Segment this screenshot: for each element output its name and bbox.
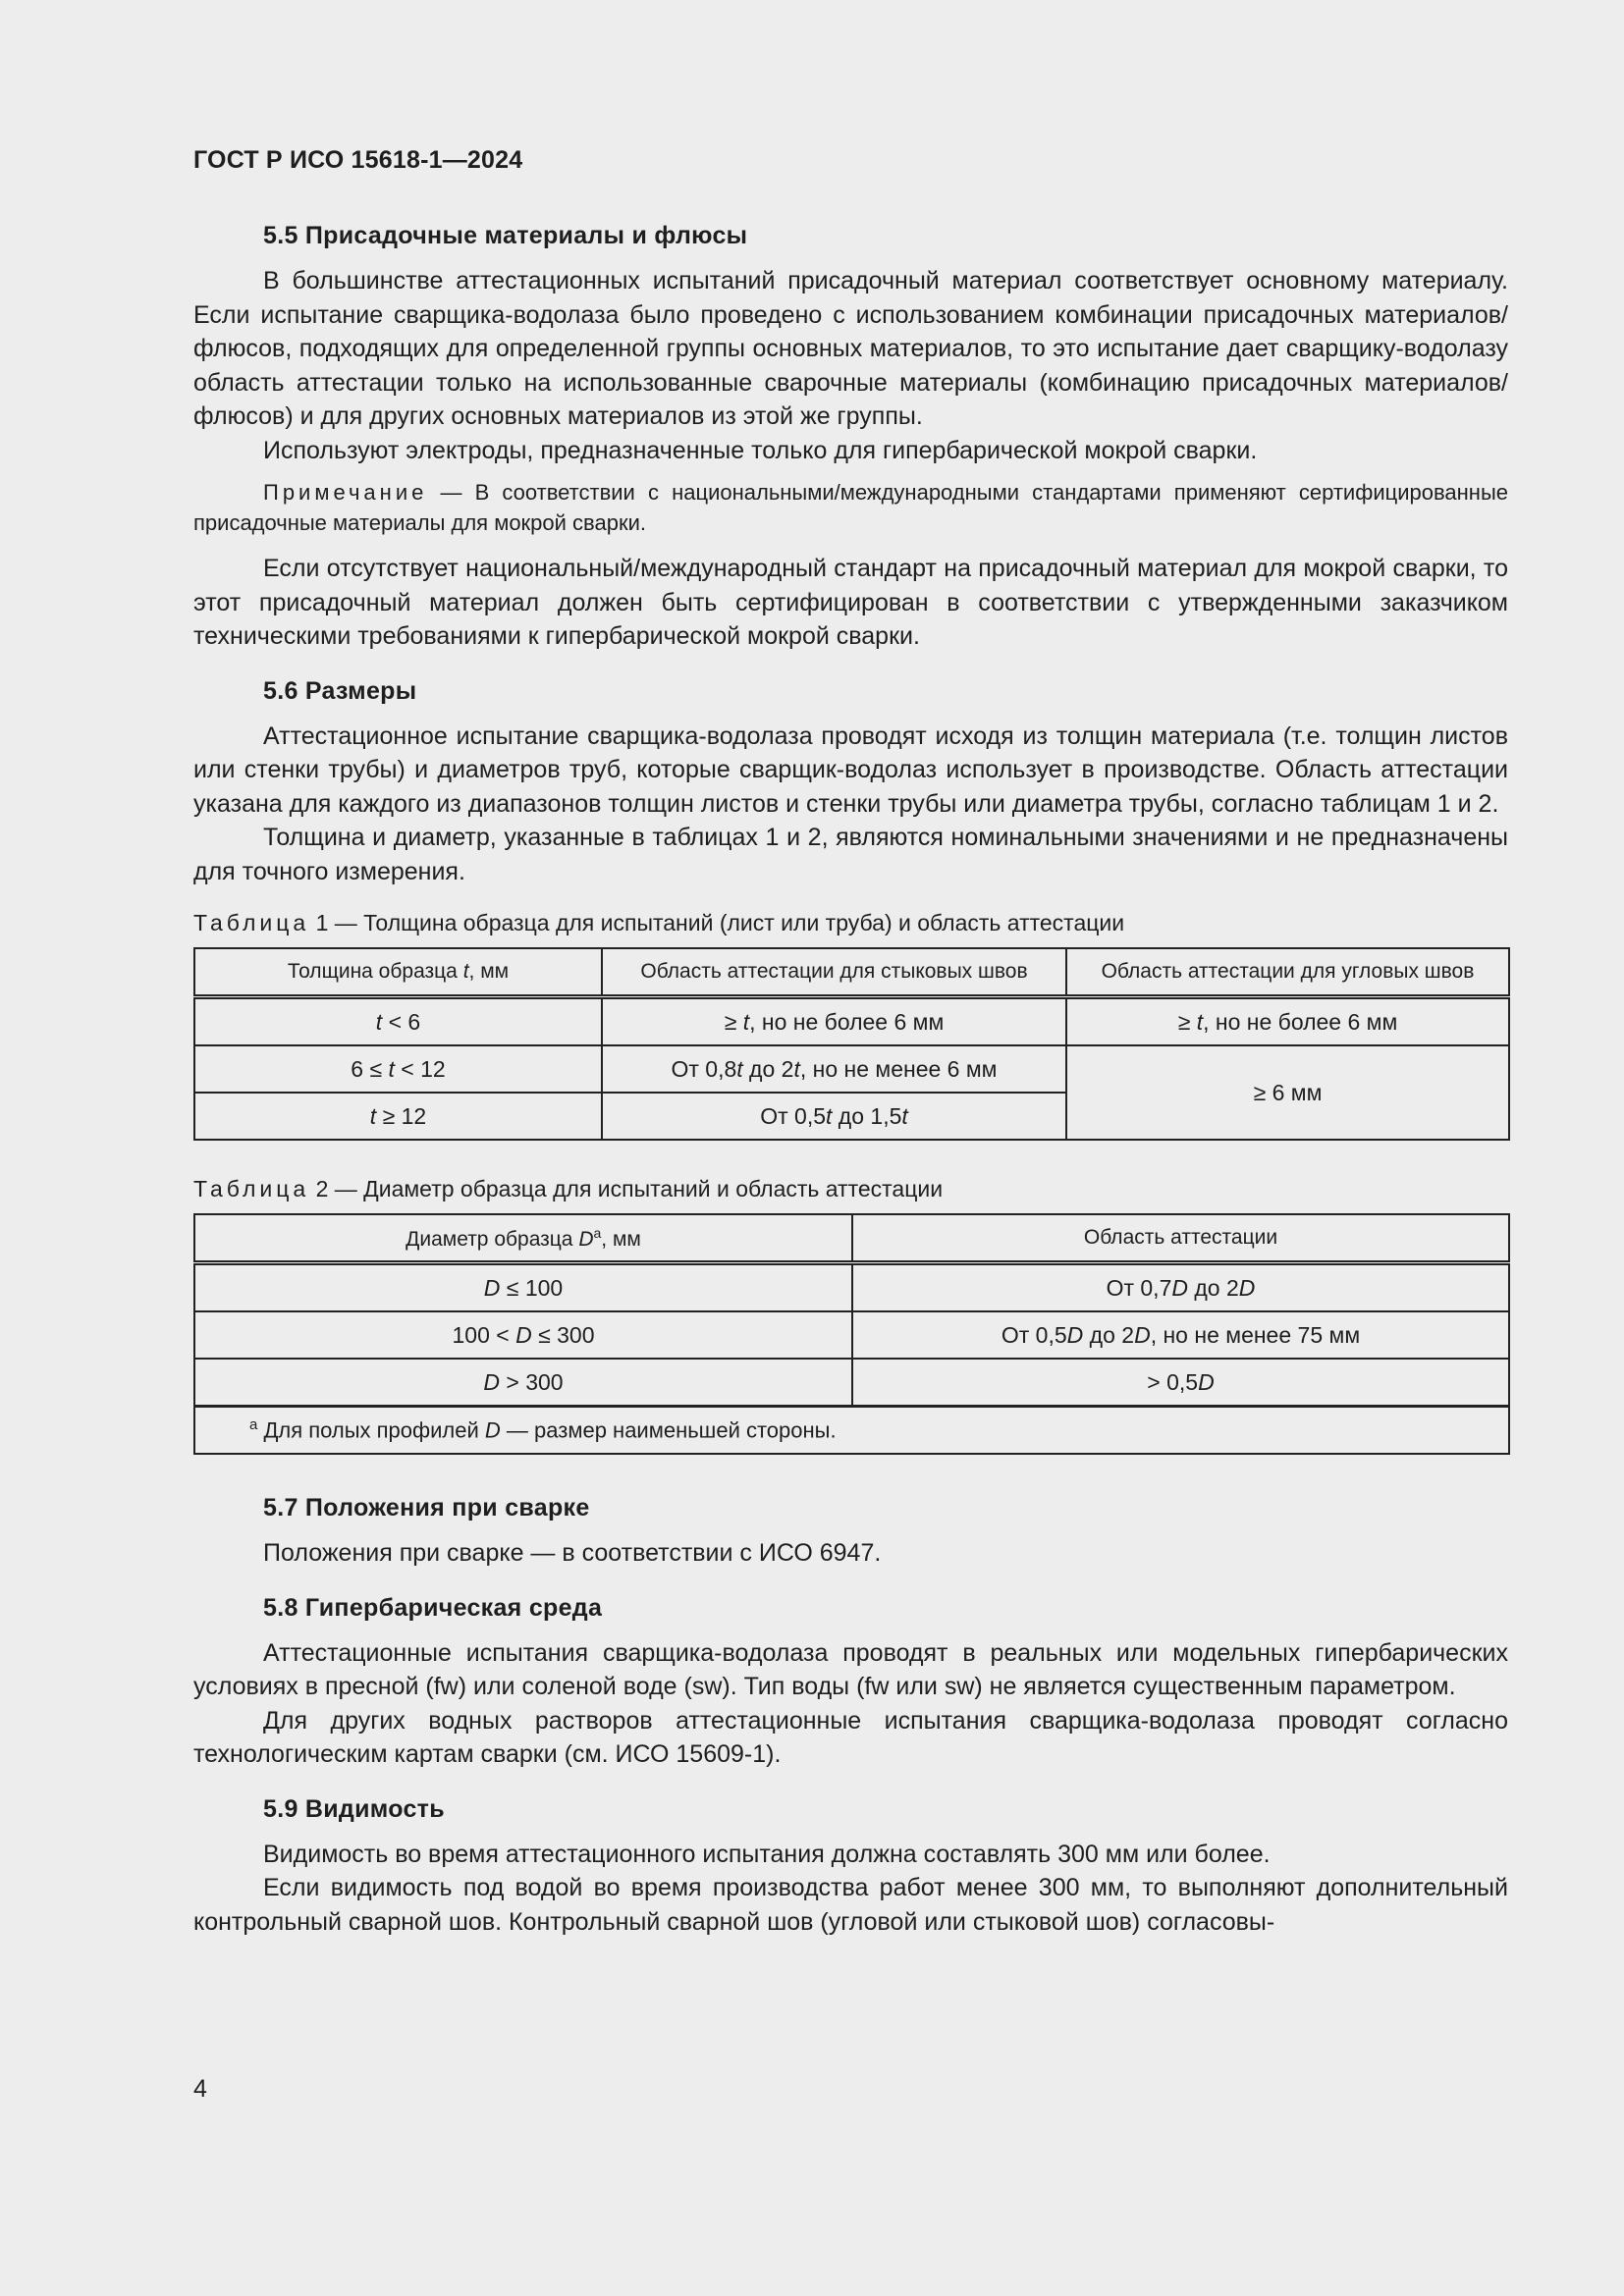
document-header: ГОСТ Р ИСО 15618-1—2024 (193, 146, 523, 174)
section-title: 5.6 Размеры (263, 676, 417, 705)
section-title: 5.5 Присадочные материалы и флюсы (263, 222, 748, 249)
table-cell: 6 ≤ t < 12 (194, 1045, 602, 1093)
paragraph: Аттестационные испытания сварщика-водолаза проводят в реальных или модельных гипербарических условиях в пресной (fw) или соленой воде (sw). Тип воды (fw или sw) не является существенным параметром. (193, 1638, 1508, 1700)
table-row (194, 997, 1509, 1046)
note (193, 477, 1508, 538)
caption-text: 2 — Диаметр образца для испытаний и область аттестации (309, 1176, 944, 1201)
table-cell: ≥ t, но не более 6 мм (602, 997, 1066, 1046)
paragraph: Для других водных растворов аттестационные испытания сварщика-водолаза проводят согласно технологическим картам сварки (см. ИСО 15609-1). (193, 1706, 1508, 1768)
section-5-6 (193, 677, 1508, 889)
note-label: Примечание (263, 480, 428, 505)
paragraph: Если видимость под водой во время производства работ менее 300 мм, то выполняют дополнительный контрольный сварной шов. Контрольный сварной шов (угловой или стыковой шов) согласовы- (193, 1874, 1508, 1936)
table-footnote-row (194, 1407, 1509, 1455)
header-cell: Толщина образца t, мм (194, 948, 602, 997)
table-cell: D > 300 (194, 1359, 852, 1407)
table-cell: От 0,8t до 2t, но не менее 6 мм (602, 1045, 1066, 1093)
header-cell: Область аттестации для стыковых швов (602, 948, 1066, 997)
caption-label: Таблица (193, 1176, 310, 1201)
table-row (194, 1263, 1509, 1312)
paragraph: Видимость во время аттестационного испытания должна составлять 300 мм или более. (263, 1840, 1271, 1868)
paragraph: Положения при сварке — в соответствии с ИСО 6947. (263, 1539, 882, 1567)
caption-label: Таблица (193, 910, 310, 935)
section-5-7 (193, 1494, 1508, 1571)
table-cell: От 0,7D до 2D (852, 1263, 1509, 1312)
paragraph: Если отсутствует национальный/международный стандарт на присадочный материал для мокрой сварки, то этот присадочный материал должен быть сертифицирован в соответствии с утвержденными заказчиком техническими требованиями к гипербарической мокрой сварки. (193, 555, 1508, 650)
table-1 (193, 947, 1510, 1141)
table-cell: ≥ t, но не более 6 мм (1066, 997, 1509, 1046)
table-header-row (194, 1214, 1509, 1263)
page-number: 4 (193, 2075, 207, 2103)
section-5-8 (193, 1594, 1508, 1772)
section-title: 5.9 Видимость (263, 1794, 445, 1823)
table-row (194, 1045, 1509, 1093)
document-page (193, 142, 1508, 1962)
table-2 (193, 1213, 1510, 1455)
table-row (194, 1359, 1509, 1407)
table-cell: t < 6 (194, 997, 602, 1046)
header-cell: Область аттестации для угловых швов (1066, 948, 1509, 997)
table-cell: t ≥ 12 (194, 1093, 602, 1140)
table-row (194, 1311, 1509, 1359)
table-header-row (194, 948, 1509, 997)
table-cell: 100 < D ≤ 300 (194, 1311, 852, 1359)
table-cell: D ≤ 100 (194, 1263, 852, 1312)
paragraph: В большинстве аттестационных испытаний присадочный материал соответствует основному материалу. Если испытание сварщика-водолаза было проведено с использованием комбинации присадочных материалов/флюсов, подходящих для определенной группы основных материалов, то это испытание дает сварщику-водолазу область аттестации только на использованные сварочные материалы (комбинацию присадочных материалов/флюсов) и для других основных материалов из этой же группы. (193, 267, 1508, 430)
table-cell: От 0,5t до 1,5t (602, 1093, 1066, 1140)
section-5-9 (193, 1795, 1508, 1940)
section-title: 5.7 Положения при сварке (263, 1494, 590, 1522)
paragraph: Толщина и диаметр, указанные в таблицах 1 и 2, являются номинальными значениями и не предназначены для точного измерения. (193, 824, 1508, 885)
section-title: 5.8 Гипербарическая среда (263, 1593, 603, 1622)
header-cell: Область аттестации (852, 1214, 1509, 1263)
table-2-caption (193, 1176, 1508, 1202)
section-5-5 (193, 222, 1508, 654)
table-1-caption (193, 910, 1508, 936)
table-cell: > 0,5D (852, 1359, 1509, 1407)
header-cell: Диаметр образца $D^a$, мм (194, 1214, 852, 1263)
table-cell: ≥ 6 мм (1066, 1045, 1509, 1140)
note-text: — В соответствии с национальными/международными стандартами применяют сертифицированные присадочные материалы для мокрой сварки. (193, 480, 1508, 535)
paragraph: Используют электроды, предназначенные только для гипербарической мокрой сварки. (263, 436, 1258, 464)
table-footnote: $^a$ Для полых профилей D — размер наименьшей стороны. (194, 1407, 1509, 1455)
caption-text: 1 — Толщина образца для испытаний (лист или труба) и область аттестации (309, 910, 1125, 935)
paragraph: Аттестационное испытание сварщика-водолаза проводят исходя из толщин материала (т.е. толщин листов или стенки трубы) и диаметров труб, которые сварщик-водолаз использует в производстве. Область аттестации указана для каждого из диапазонов толщин листов и стенки трубы или диаметра трубы, согласно таблицам 1 и 2. (193, 721, 1508, 818)
table-cell: От 0,5D до 2D, но не менее 75 мм (852, 1311, 1509, 1359)
